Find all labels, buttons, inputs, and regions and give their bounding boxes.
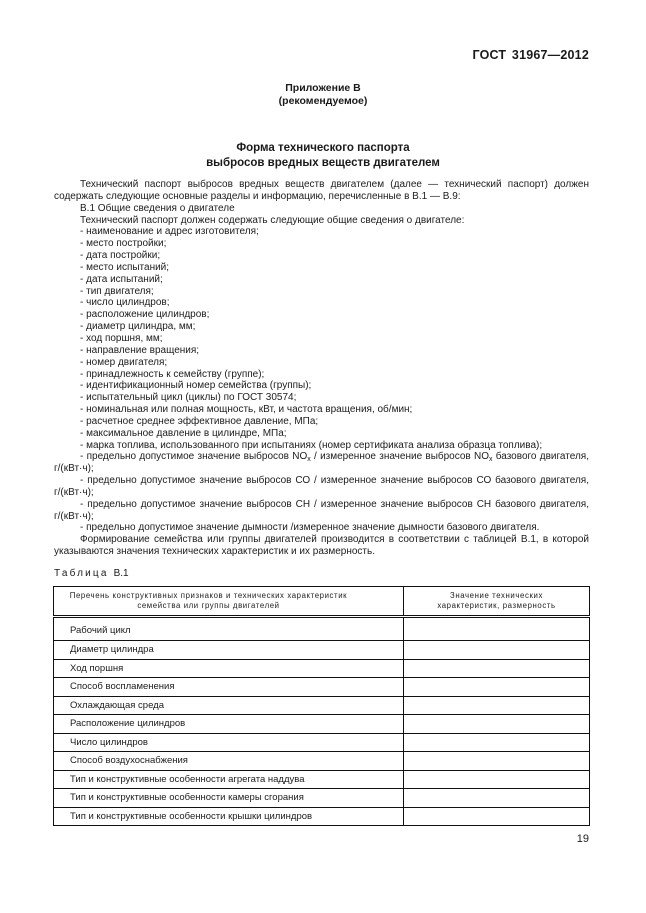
info-list-item: - место постройки;	[80, 238, 167, 250]
info-items-list	[54, 226, 589, 451]
header-values: Значение технических характеристик, размерность	[404, 587, 590, 617]
value-cell	[404, 659, 590, 678]
page-number: 19	[576, 833, 589, 845]
smoke-item: - предельно допустимое значение дымности /измеренное значение дымности базового двигателя.	[80, 522, 540, 534]
table-row	[54, 678, 590, 697]
nox-item: - предельно допустимое значение выбросов $NO_x$ / измеренное значение выбросов $NO_x$ базового двигателя, г/(кВт·ч);	[54, 451, 589, 475]
feature-cell: Диаметр цилиндра	[54, 641, 404, 660]
form-title	[0, 141, 646, 170]
info-list-item: - ход поршня, мм;	[80, 332, 163, 344]
table-row	[54, 752, 590, 771]
intro-paragraph: Технический паспорт выбросов вредных веществ двигателем (далее — технический паспорт) должен содержать следующие основные разделы и информацию, перечисленные в В.1 — В.9:	[54, 179, 589, 202]
value-cell	[404, 715, 590, 734]
table-row	[54, 807, 590, 826]
value-cell	[404, 807, 590, 826]
table-caption-number: В.1	[113, 568, 129, 579]
value-cell	[404, 617, 590, 641]
section-heading: В.1 Общие сведения о двигателе	[80, 202, 235, 214]
closing-paragraph: Формирование семейства или группы двигателей производится в соответствии с таблицей В.1, в которой указываются значения технических характеристик и их размерность.	[54, 534, 589, 558]
ch-item: - предельно допустимое значение выбросов СН / измеренное значение выбросов СН базового двигателя, г/(кВт·ч);	[54, 498, 589, 522]
standard-code-header: ГОСТ 31967—2012	[472, 48, 589, 62]
feature-cell: Охлаждающая среда	[54, 696, 404, 715]
table-row	[54, 641, 590, 660]
info-list-item: - число цилиндров;	[80, 297, 170, 309]
table-body	[54, 617, 590, 826]
feature-cell: Тип и конструктивные особенности крышки цилиндров	[54, 807, 404, 826]
form-title-line-2: выбросов вредных веществ двигателем	[206, 156, 440, 169]
info-list-item: - максимальное давление в цилиндре, МПа;	[80, 427, 287, 439]
info-list-item: - расположение цилиндров;	[80, 309, 210, 321]
co-item: - предельно допустимое значение выбросов СО / измеренное значение выбросов СО базового двигателя, г/(кВт·ч);	[54, 475, 589, 498]
info-list-item: - дата постройки;	[80, 250, 161, 262]
feature-cell: Число цилиндров	[54, 733, 404, 752]
value-cell	[404, 641, 590, 660]
table-row	[54, 789, 590, 808]
info-list-item: - номинальная или полная мощность, кВт, и частота вращения, об/мин;	[80, 404, 413, 416]
table-row	[54, 715, 590, 734]
table-row	[54, 659, 590, 678]
feature-cell: Расположение цилиндров	[54, 715, 404, 734]
value-cell	[404, 696, 590, 715]
value-cell	[404, 678, 590, 697]
value-cell	[404, 752, 590, 771]
specification-table	[53, 586, 590, 826]
info-list-item: - расчетное среднее эффективное давление, МПа;	[80, 415, 319, 427]
table-row	[54, 770, 590, 789]
appendix-title: Приложение В	[285, 82, 361, 94]
feature-cell: Тип и конструктивные особенности камеры сгорания	[54, 789, 404, 808]
info-list-item: - место испытаний;	[80, 261, 170, 273]
feature-cell: Тип и конструктивные особенности агрегата наддува	[54, 770, 404, 789]
table-header-row	[54, 587, 590, 617]
header-features: Перечень конструктивных признаков и технических характеристик семейства или группы двигателей	[54, 587, 404, 617]
info-list-item: - тип двигателя;	[80, 285, 154, 297]
info-list-item: - направление вращения;	[80, 344, 200, 356]
info-list-item: - диаметр цилиндра, мм;	[80, 321, 196, 333]
body-text	[54, 179, 589, 558]
feature-cell: Рабочий цикл	[54, 617, 404, 641]
feature-cell: Ход поршня	[54, 659, 404, 678]
info-list-item: - испытательный цикл (циклы) по ГОСТ 30574;	[80, 392, 297, 404]
info-list-item: - марка топлива, использованного при испытаниях (номер сертификата анализа образца топлива);	[80, 439, 543, 451]
table-row	[54, 696, 590, 715]
table-caption-word: Таблица	[54, 568, 109, 579]
table-caption	[54, 568, 129, 579]
value-cell	[404, 789, 590, 808]
info-list-item: - номер двигателя;	[80, 356, 168, 368]
section-lead: Технический паспорт должен содержать следующие общие сведения о двигателе:	[80, 214, 465, 226]
info-list-item: - идентификационный номер семейства (группы);	[80, 380, 312, 392]
info-list-item: - наименование и адрес изготовителя;	[80, 226, 259, 238]
info-list-item: - дата испытаний;	[80, 273, 163, 285]
value-cell	[404, 733, 590, 752]
table-row	[54, 733, 590, 752]
appendix-status: (рекомендуемое)	[278, 95, 368, 107]
info-list-item: - принадлежность к семейству (группе);	[80, 368, 265, 380]
form-title-line-1: Форма технического паспорта	[236, 142, 410, 154]
feature-cell: Способ воздухоснабжения	[54, 752, 404, 771]
table-row	[54, 617, 590, 641]
appendix-heading	[0, 82, 646, 108]
feature-cell: Способ воспламенения	[54, 678, 404, 697]
value-cell	[404, 770, 590, 789]
